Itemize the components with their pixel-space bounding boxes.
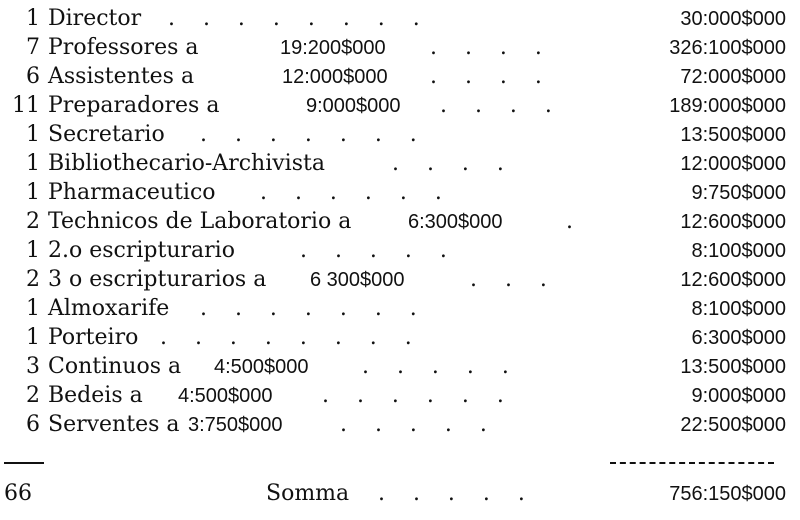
table-row — [0, 34, 800, 62]
row-unit-price: 9:000$000 — [306, 95, 401, 117]
row-amount: 12:000$000 — [680, 153, 786, 175]
row-amount: 12:600$000 — [680, 269, 786, 291]
row-amount: 30:000$000 — [680, 8, 786, 30]
total-rule-right — [610, 462, 774, 464]
row-unit-price: 6 300$000 — [310, 269, 405, 291]
table-row — [0, 382, 800, 410]
row-amount: 12:600$000 — [680, 211, 786, 233]
row-description: Pharmaceutico — [48, 180, 216, 205]
leader-dots: . . . — [470, 267, 547, 292]
leader-dots: . . . . . . . . — [168, 6, 420, 31]
row-amount: 8:100$000 — [691, 298, 786, 320]
table-row — [0, 266, 800, 294]
table-row — [0, 92, 800, 120]
table-row — [0, 208, 800, 236]
leader-dots: . . . . . . — [322, 383, 504, 408]
leader-dots: . . . . — [430, 35, 542, 60]
total-label: Somma — [266, 481, 350, 506]
leader-dots: . . . . . . . — [200, 296, 417, 321]
table-row — [0, 237, 800, 265]
leader-dots: . . . . . . — [260, 180, 442, 205]
leader-dots: . . . . . — [378, 481, 525, 506]
total-amount: 756:150$000 — [669, 483, 786, 505]
total-rule-left — [4, 462, 44, 464]
row-amount: 13:500$000 — [680, 124, 786, 146]
row-description: Preparadores a — [48, 93, 220, 118]
row-qty: 11 — [12, 93, 40, 118]
row-unit-price: 4:500$000 — [178, 385, 273, 407]
row-description: Professores a — [48, 35, 199, 60]
row-qty: 1 — [26, 6, 40, 31]
row-description: Bedeis a — [48, 383, 143, 408]
table-row — [0, 295, 800, 323]
total-qty: 66 — [4, 481, 32, 506]
row-unit-price: 4:500$000 — [214, 356, 309, 378]
leader-dots: . . . . — [440, 93, 552, 118]
leader-dots: . . . . . . . . — [160, 325, 412, 350]
row-description: Continuos a — [48, 354, 182, 379]
row-amount: 72:000$000 — [680, 66, 786, 88]
row-description: Technicos de Laboratorio a — [48, 209, 352, 234]
row-qty: 2 — [26, 209, 40, 234]
row-unit-price: 19:200$000 — [280, 37, 386, 59]
row-description: Porteiro — [48, 325, 139, 350]
row-unit-price: 12:000$000 — [282, 66, 388, 88]
row-qty: 7 — [26, 35, 40, 60]
row-unit-price: 3:750$000 — [188, 414, 283, 436]
row-qty: 1 — [26, 180, 40, 205]
row-qty: 1 — [26, 122, 40, 147]
row-description: Serventes a — [48, 412, 180, 437]
row-qty: 2 — [26, 383, 40, 408]
row-qty: 1 — [26, 151, 40, 176]
row-qty: 1 — [26, 238, 40, 263]
table-row — [0, 5, 800, 33]
row-amount: 9:000$000 — [691, 385, 786, 407]
row-amount: 6:300$000 — [691, 327, 786, 349]
leader-dots: . . . . . — [340, 412, 487, 437]
leader-dots: . . . . — [392, 151, 504, 176]
leader-dots: . . . . — [430, 64, 542, 89]
row-amount: 189:000$000 — [669, 95, 786, 117]
table-row — [0, 121, 800, 149]
row-description: 3 o escripturarios a — [48, 267, 267, 292]
row-amount: 13:500$000 — [680, 356, 786, 378]
row-description: Bibliothecario-Archivista — [48, 151, 325, 176]
row-description: Secretario — [48, 122, 165, 147]
row-amount: 8:100$000 — [691, 240, 786, 262]
table-row — [0, 63, 800, 91]
leader-dots: . — [566, 209, 573, 234]
table-row — [0, 324, 800, 352]
row-description: Assistentes a — [48, 64, 195, 89]
leader-dots: . . . . . — [300, 238, 447, 263]
row-qty: 6 — [26, 64, 40, 89]
leader-dots: . . . . . . . — [200, 122, 417, 147]
total-row — [0, 480, 800, 508]
row-description: Director — [48, 6, 142, 31]
leader-dots: . . . . . — [362, 354, 509, 379]
row-qty: 3 — [26, 354, 40, 379]
table-row — [0, 353, 800, 381]
row-amount: 9:750$000 — [691, 182, 786, 204]
row-qty: 1 — [26, 296, 40, 321]
row-amount: 22:500$000 — [680, 414, 786, 436]
row-qty: 2 — [26, 267, 40, 292]
row-amount: 326:100$000 — [669, 37, 786, 59]
table-row — [0, 411, 800, 439]
table-row — [0, 179, 800, 207]
row-qty: 6 — [26, 412, 40, 437]
row-unit-price: 6:300$000 — [408, 211, 503, 233]
row-qty: 1 — [26, 325, 40, 350]
table-row — [0, 150, 800, 178]
row-description: 2.o escripturario — [48, 238, 235, 263]
row-description: Almoxarife — [48, 296, 170, 321]
